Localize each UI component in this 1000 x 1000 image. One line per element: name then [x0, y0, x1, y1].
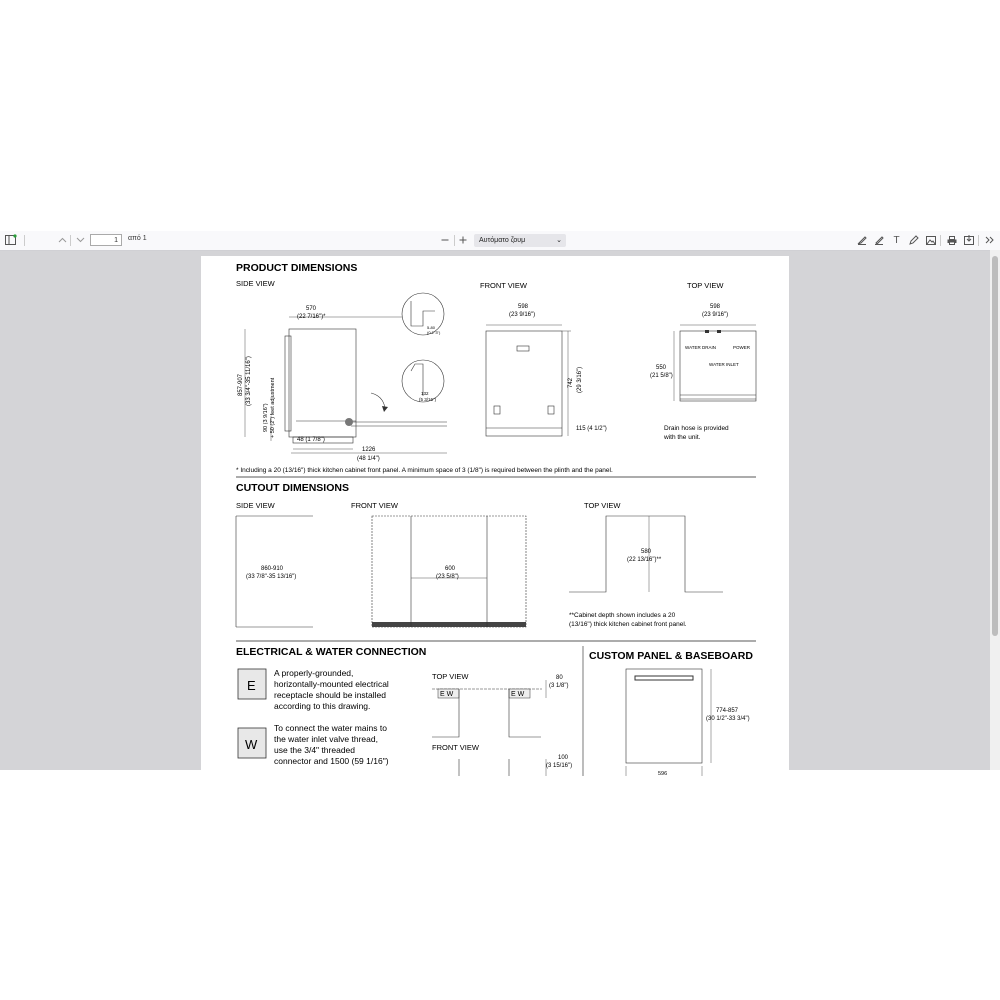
highlight-icon[interactable] — [856, 234, 867, 246]
e-text-3: receptacle should be installed — [274, 690, 386, 700]
dim-132: 132 — [421, 391, 429, 396]
dim-600: 600 — [445, 566, 456, 572]
dim-860-910-inch: (33 7/8"-35 13/16") — [246, 574, 297, 580]
previous-page-icon[interactable] — [57, 234, 67, 246]
image-icon[interactable] — [925, 234, 936, 246]
w-text-1: To connect the water mains to — [274, 723, 387, 733]
page-number-input[interactable]: 1 — [90, 234, 122, 246]
zoom-in-icon[interactable] — [458, 234, 468, 246]
dim-1226-inch: (48 1/4") — [357, 456, 380, 462]
front-view-drawing — [486, 325, 571, 436]
more-tools-icon[interactable] — [984, 234, 995, 246]
dim-550: 550 — [656, 365, 667, 371]
pen-icon[interactable] — [908, 234, 919, 246]
toolbar — [0, 231, 1000, 251]
dim-100-inch: (3 15/16") — [546, 763, 573, 769]
cabinet-note-2: (13/16") thick kitchen cabinet front panel. — [569, 621, 687, 628]
dim-598-top-inch: (23 9/16") — [702, 312, 729, 318]
water-drain-label: WATER DRAIN — [685, 345, 716, 350]
zoom-out-icon[interactable] — [440, 234, 450, 246]
custom-panel-drawing — [626, 669, 711, 776]
page-count-label: από 1 — [128, 235, 147, 242]
sidebar-toggle-icon[interactable] — [4, 234, 16, 246]
dim-598: 598 — [518, 304, 529, 310]
dim-600-inch: (23 5/8") — [436, 574, 459, 580]
dim-80-inch: (3 1/8") — [549, 683, 569, 689]
power-label: POWER — [733, 345, 751, 350]
dim-100: 100 — [558, 755, 569, 761]
scroll-thumb[interactable] — [992, 256, 998, 636]
ew-marker-right: E W — [511, 691, 525, 698]
cabinet-note-1: **Cabinet depth shown includes a 20 — [569, 612, 676, 619]
dim-580: 580 — [641, 549, 652, 555]
cutout-front-view-label: FRONT VIEW — [351, 501, 398, 510]
elec-front-view-label: FRONT VIEW — [432, 743, 479, 752]
w-text-4: connector and 1500 (59 1/16") — [274, 756, 389, 766]
dim-570-inch: (22 7/16")* — [297, 314, 326, 320]
dim-80: 80 — [556, 675, 563, 681]
w-text-2: the water inlet valve thread, — [274, 734, 378, 744]
dim-860-910: 860-910 — [261, 566, 284, 572]
next-page-icon[interactable] — [75, 234, 85, 246]
dim-115: 115 (4 1/2") — [576, 426, 607, 432]
cutout-top-view-label: TOP VIEW — [584, 501, 621, 510]
chevron-down-icon: ⌄ — [556, 237, 562, 244]
electrical-water-title: ELECTRICAL & WATER CONNECTION — [236, 646, 427, 658]
drain-note-2: with the unit. — [664, 434, 701, 441]
footnote: * Including a 20 (13/16") thick kitchen cabinet front panel. A minimum space of 3 (1/8") is required between the plinth and the panel. — [236, 467, 613, 474]
ew-marker-left: E W — [440, 691, 454, 698]
dim-1226: 1226 — [362, 447, 376, 453]
cutout-dimensions-title: CUTOUT DIMENSIONS — [236, 482, 349, 494]
water-inlet-label: WATER INLET — [709, 362, 739, 367]
dim-132-inch: (5 3/16") — [419, 397, 437, 402]
e-text-4: according to this drawing. — [274, 701, 371, 711]
custom-panel-title: CUSTOM PANEL & BASEBOARD — [589, 650, 753, 662]
dim-5-80-inch: (0.2"3") — [427, 330, 441, 335]
draw-signature-icon[interactable] — [873, 234, 884, 246]
w-letter: W — [245, 737, 258, 752]
dim-742-inch: (29 3/16") — [577, 366, 583, 393]
cutout-side-view-label: SIDE VIEW — [236, 501, 275, 510]
drain-note-1: Drain hose is provided — [664, 425, 729, 432]
zoom-select[interactable] — [474, 234, 566, 247]
zoom-value: Αυτόματο ζουμ — [479, 237, 526, 244]
text-tool-icon[interactable]: T — [893, 234, 900, 246]
pdf-page — [201, 256, 789, 776]
dim-857-907-inch: (33 3/4"-35 11/16") — [246, 356, 252, 406]
top-view-label: TOP VIEW — [687, 281, 724, 290]
w-text-3: use the 3/4" threaded — [274, 745, 355, 755]
print-icon[interactable] — [946, 234, 957, 246]
e-text-1: A properly-grounded, — [274, 668, 354, 678]
dim-742: 742 — [568, 377, 574, 388]
dim-5-80: 5-80 — [427, 325, 436, 330]
side-view-label: SIDE VIEW — [236, 279, 275, 288]
cutout-drawings — [236, 516, 723, 627]
dim-48: 48 (1 7/8") — [297, 437, 325, 443]
feet-adjustment: + 50 (2") feet adjustment — [270, 377, 276, 438]
dim-598-inch: (23 9/16") — [509, 312, 536, 318]
dim-550-inch: (21 5/8") — [650, 373, 673, 379]
product-dimensions-title: PRODUCT DIMENSIONS — [236, 262, 358, 274]
feet-dim: 90 (3 9/16") — [263, 403, 269, 432]
dim-580-inch: (22 13/16")** — [627, 557, 662, 563]
dim-598-top: 598 — [710, 304, 721, 310]
dim-857-907: 857-907 — [238, 373, 244, 396]
dim-570: 570 — [306, 306, 317, 312]
front-view-label: FRONT VIEW — [480, 281, 527, 290]
dim-596: 596 — [658, 771, 668, 777]
vertical-scrollbar[interactable] — [990, 250, 1000, 770]
pdf-viewer — [0, 231, 1000, 777]
dim-774-857: 774-857 — [716, 708, 739, 714]
dim-774-857-inch: (30 1/2"-33 3/4") — [706, 716, 750, 722]
e-letter: E — [247, 678, 256, 693]
elec-top-view-label: TOP VIEW — [432, 672, 469, 681]
save-download-icon[interactable] — [963, 234, 974, 246]
e-text-2: horizontally-mounted electrical — [274, 679, 389, 689]
